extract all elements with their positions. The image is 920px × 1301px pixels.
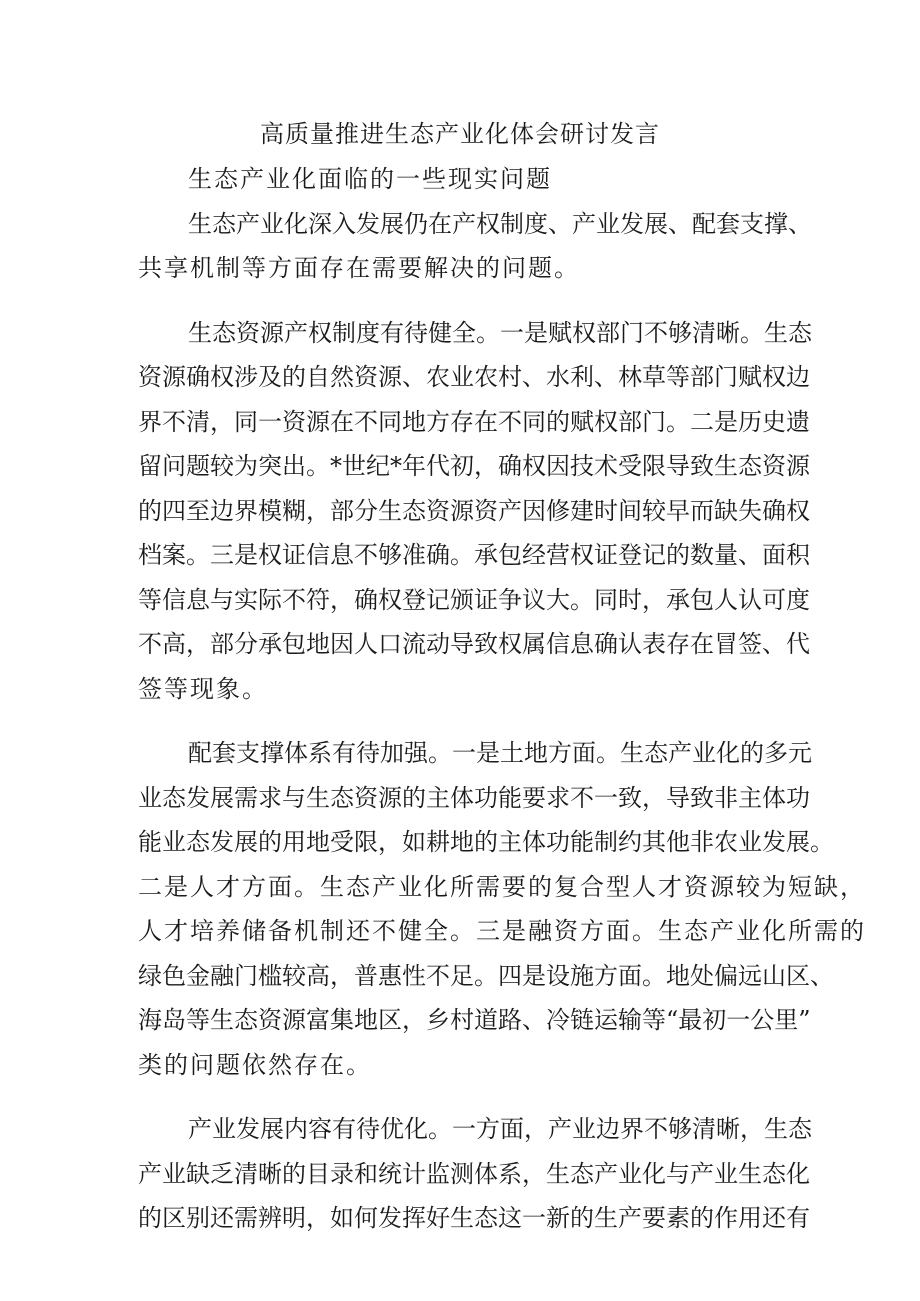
paragraph-line: 能业态发展的用地受限，如耕地的主体功能制约其他非农业发展。: [138, 828, 834, 856]
paragraph-line: 类的问题依然存在。: [138, 1050, 372, 1079]
paragraph-line: 二是人才方面。生态产业化所需要的复合型人才资源较为短缺，: [138, 872, 866, 901]
paragraph-line: 共享机制等方面存在需要解决的问题。: [138, 254, 580, 282]
paragraph-line: 业态发展需求与生态资源的主体功能要求不一致，导致非主体功: [138, 783, 810, 812]
paragraph-line: 生态资源产权制度有待健全。一是赋权部门不够清晰。生态: [188, 318, 812, 347]
paragraph-line: 的四至边界模糊，部分生态资源资产因修建时间较早而缺失确权: [138, 496, 810, 525]
paragraph-line: 产业缺乏清晰的目录和统计监测体系，生态产业化与产业生态化: [138, 1159, 810, 1188]
paragraph-2: [138, 311, 812, 712]
paragraph-line: 人才培养储备机制还不健全。三是融资方面。生态产业化所需的: [138, 917, 866, 945]
paragraph-line: 生态产业化深入发展仍在产权制度、产业发展、配套支撑、: [188, 209, 812, 238]
document-title: 高质量推进生态产业化体会研讨发言: [260, 120, 660, 148]
paragraph-line: 不高，部分承包地因人口流动导致权属信息确认表存在冒签、代: [138, 630, 810, 658]
paragraph-1: [138, 202, 812, 291]
paragraph-3: [138, 731, 866, 1087]
paragraph-line: 产业发展内容有待优化。一方面，产业边界不够清晰，生态: [188, 1115, 812, 1143]
paragraph-line: 等信息与实际不符，确权登记颁证争议大。同时，承包人认可度: [138, 585, 810, 614]
paragraph-line: 界不清，同一资源在不同地方存在不同的赋权部门。二是历史遗: [138, 407, 810, 436]
paragraph-line: 配套支撑体系有待加强。一是土地方面。生态产业化的多元: [188, 739, 812, 767]
paragraph-line: 的区别还需辨明，如何发挥好生态这一新的生产要素的作用还有: [138, 1204, 810, 1232]
document-body: [138, 157, 866, 1241]
paragraph-line: 海岛等生态资源富集地区，乡村道路、冷链运输等“最初一公里”: [138, 1006, 811, 1034]
paragraph-line: 签等现象。: [138, 674, 268, 703]
paragraph-line: 档案。三是权证信息不够准确。承包经营权证登记的数量、面积: [138, 541, 810, 569]
paragraph-4: [138, 1107, 812, 1241]
paragraph-line: 资源确权涉及的自然资源、农业农村、水利、林草等部门赋权边: [138, 363, 810, 391]
paragraph-line: 绿色金融门槛较高，普惠性不足。四是设施方面。地处偏远山区、: [138, 961, 834, 990]
paragraph-line: 留问题较为突出。*世纪*年代初，确权因技术受限导致生态资源: [138, 452, 810, 480]
subheading: 生态产业化面临的一些现实问题: [188, 165, 552, 193]
